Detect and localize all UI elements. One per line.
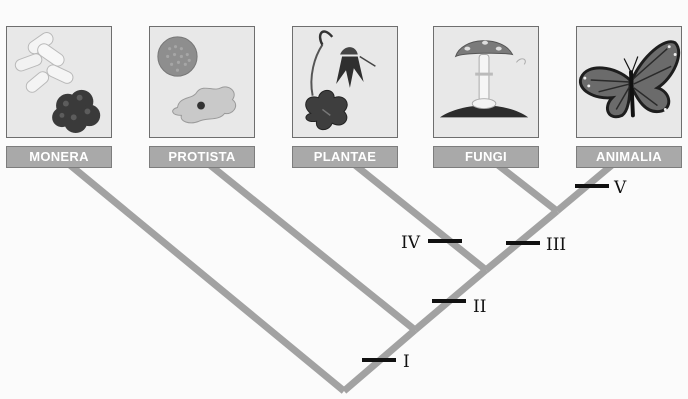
- protist-icon: [150, 27, 254, 137]
- marker-label-1: I: [403, 352, 410, 372]
- butterfly-icon: [577, 27, 681, 137]
- kingdom-card-fungi: [433, 26, 539, 138]
- flower-icon: [293, 27, 397, 137]
- marker-label-3: III: [546, 235, 567, 255]
- bacteria-icon: [7, 27, 111, 137]
- kingdom-label-monera: MONERA: [6, 146, 112, 168]
- branch-plantae: [355, 165, 486, 270]
- kingdom-label-fungi: FUNGI: [433, 146, 539, 168]
- kingdom-label-protista: PROTISTA: [149, 146, 255, 168]
- marker-label-4: IV: [401, 233, 420, 253]
- branch-monera: [70, 165, 344, 391]
- kingdom-card-monera: [6, 26, 112, 138]
- kingdom-label-animalia: ANIMALIA: [576, 146, 682, 168]
- marker-label-2: II: [473, 297, 487, 317]
- branch-fungi: [498, 165, 557, 211]
- mushroom-icon: [434, 27, 538, 137]
- kingdom-card-plantae: [292, 26, 398, 138]
- kingdom-card-protista: [149, 26, 255, 138]
- marker-label-5: V: [614, 178, 627, 198]
- kingdom-card-animalia: [576, 26, 682, 138]
- kingdom-label-plantae: PLANTAE: [292, 146, 398, 168]
